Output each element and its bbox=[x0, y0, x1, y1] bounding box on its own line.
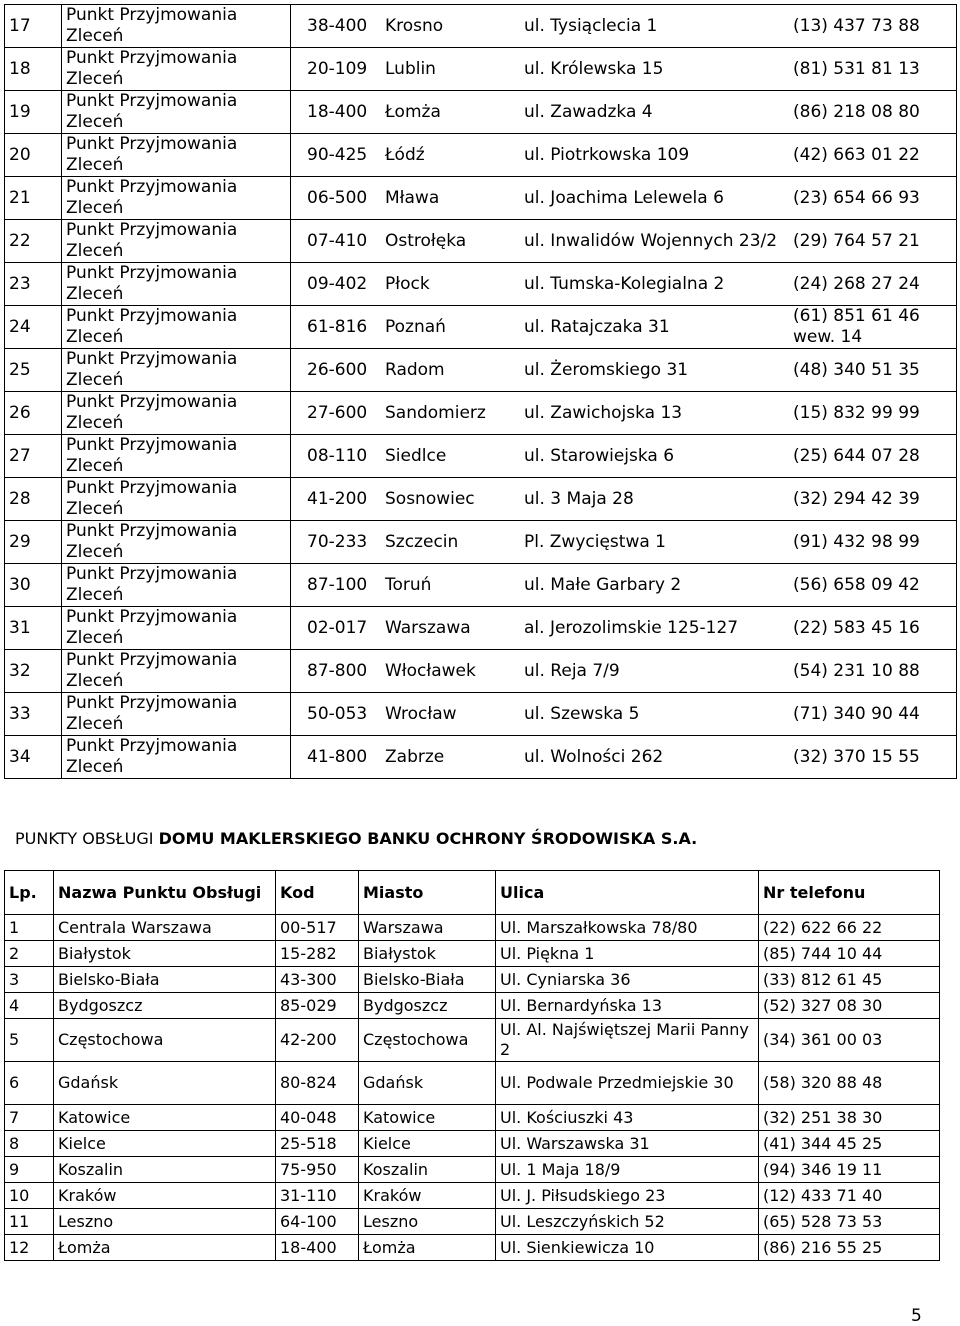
cell-ulica: ul. Zawadzka 4 bbox=[524, 101, 653, 122]
cell-lp: 12 bbox=[5, 1235, 54, 1261]
cell-address bbox=[291, 521, 957, 564]
cell-miasto: Łomża bbox=[359, 1235, 496, 1261]
cell-miasto: Katowice bbox=[359, 1105, 496, 1131]
cell-miasto: Bielsko-Biała bbox=[359, 967, 496, 993]
cell-lp: 6 bbox=[5, 1062, 54, 1105]
cell-ulica: ul. Ratajczaka 31 bbox=[524, 316, 670, 337]
cell-name: Punkt Przyjmowania Zleceń bbox=[62, 521, 291, 564]
cell-miasto: Gdańsk bbox=[359, 1062, 496, 1105]
cell-ulica: ul. Inwalidów Wojennych 23/2 bbox=[524, 230, 778, 251]
cell-miasto: Krosno bbox=[385, 15, 444, 36]
cell-tel: (34) 361 00 03 bbox=[759, 1019, 940, 1062]
cell-kod: 18-400 bbox=[276, 1235, 359, 1261]
cell-address bbox=[291, 736, 957, 779]
cell-kod: 85-029 bbox=[276, 993, 359, 1019]
cell-name: Katowice bbox=[54, 1105, 276, 1131]
cell-address bbox=[291, 5, 957, 48]
cell-lp: 28 bbox=[5, 478, 62, 521]
cell-tel: (41) 344 45 25 bbox=[759, 1131, 940, 1157]
cell-address bbox=[291, 392, 957, 435]
table-header-row bbox=[5, 871, 940, 915]
cell-ulica: ul. Królewska 15 bbox=[524, 58, 664, 79]
section-heading-normal: PUNKTY OBSŁUGI bbox=[15, 829, 159, 848]
cell-tel: (12) 433 71 40 bbox=[759, 1183, 940, 1209]
cell-tel: (25) 644 07 28 bbox=[793, 445, 920, 466]
cell-ulica: Ul. Bernardyńska 13 bbox=[496, 993, 759, 1019]
cell-address bbox=[291, 48, 957, 91]
cell-tel: (15) 832 99 99 bbox=[793, 402, 920, 423]
cell-kod: 07-410 bbox=[307, 230, 368, 251]
table-row bbox=[5, 306, 957, 349]
cell-name: Leszno bbox=[54, 1209, 276, 1235]
cell-miasto: Kielce bbox=[359, 1131, 496, 1157]
cell-kod: 02-017 bbox=[307, 617, 368, 638]
cell-ulica: ul. Zawichojska 13 bbox=[524, 402, 683, 423]
cell-kod: 27-600 bbox=[307, 402, 368, 423]
table-row bbox=[5, 435, 957, 478]
cell-name: Białystok bbox=[54, 941, 276, 967]
cell-lp: 34 bbox=[5, 736, 62, 779]
cell-miasto: Wrocław bbox=[385, 703, 457, 724]
cell-kod: 25-518 bbox=[276, 1131, 359, 1157]
cell-ulica: Pl. Zwycięstwa 1 bbox=[524, 531, 666, 552]
cell-miasto: Bydgoszcz bbox=[359, 993, 496, 1019]
cell-kod: 38-400 bbox=[307, 15, 368, 36]
header-ulica: Ulica bbox=[496, 871, 759, 915]
cell-address bbox=[291, 349, 957, 392]
cell-tel: (81) 531 81 13 bbox=[793, 58, 920, 79]
cell-miasto: Zabrze bbox=[385, 746, 445, 767]
header-lp: Lp. bbox=[5, 871, 54, 915]
table-row bbox=[5, 91, 957, 134]
cell-ulica: ul. Wolności 262 bbox=[524, 746, 664, 767]
cell-name: Punkt Przyjmowania Zleceń bbox=[62, 564, 291, 607]
cell-kod: 06-500 bbox=[307, 187, 368, 208]
cell-lp: 27 bbox=[5, 435, 62, 478]
cell-kod: 70-233 bbox=[307, 531, 368, 552]
cell-ulica: Ul. Leszczyńskich 52 bbox=[496, 1209, 759, 1235]
cell-lp: 26 bbox=[5, 392, 62, 435]
cell-tel: (94) 346 19 11 bbox=[759, 1157, 940, 1183]
cell-tel: (13) 437 73 88 bbox=[793, 15, 920, 36]
cell-ulica: ul. 3 Maja 28 bbox=[524, 488, 634, 509]
cell-kod: 31-110 bbox=[276, 1183, 359, 1209]
cell-lp: 22 bbox=[5, 220, 62, 263]
cell-address bbox=[291, 220, 957, 263]
branch-table-2-body bbox=[5, 915, 940, 1261]
cell-name: Koszalin bbox=[54, 1157, 276, 1183]
table-row bbox=[5, 941, 940, 967]
cell-lp: 19 bbox=[5, 91, 62, 134]
cell-kod: 80-824 bbox=[276, 1062, 359, 1105]
cell-address bbox=[291, 564, 957, 607]
cell-kod: 41-800 bbox=[307, 746, 368, 767]
cell-tel: (91) 432 98 99 bbox=[793, 531, 920, 552]
cell-miasto: Warszawa bbox=[385, 617, 471, 638]
cell-name: Punkt Przyjmowania Zleceń bbox=[62, 220, 291, 263]
cell-ulica: Ul. Warszawska 31 bbox=[496, 1131, 759, 1157]
cell-kod: 87-100 bbox=[307, 574, 368, 595]
table-row bbox=[5, 1131, 940, 1157]
cell-address bbox=[291, 306, 957, 349]
table-row bbox=[5, 693, 957, 736]
cell-ulica: Ul. Kościuszki 43 bbox=[496, 1105, 759, 1131]
cell-address bbox=[291, 134, 957, 177]
cell-ulica: al. Jerozolimskie 125-127 bbox=[524, 617, 739, 638]
cell-miasto: Leszno bbox=[359, 1209, 496, 1235]
cell-miasto: Lublin bbox=[385, 58, 436, 79]
cell-address bbox=[291, 607, 957, 650]
header-name: Nazwa Punktu Obsługi bbox=[54, 871, 276, 915]
cell-tel: (48) 340 51 35 bbox=[793, 359, 920, 380]
cell-miasto: Sosnowiec bbox=[385, 488, 475, 509]
cell-ulica: Ul. 1 Maja 18/9 bbox=[496, 1157, 759, 1183]
cell-kod: 42-200 bbox=[276, 1019, 359, 1062]
cell-miasto: Szczecin bbox=[385, 531, 459, 552]
cell-ulica: ul. Tysiąclecia 1 bbox=[524, 15, 658, 36]
cell-ulica: Ul. Marszałkowska 78/80 bbox=[496, 915, 759, 941]
header-miasto: Miasto bbox=[359, 871, 496, 915]
cell-tel: (32) 294 42 39 bbox=[793, 488, 920, 509]
cell-lp: 31 bbox=[5, 607, 62, 650]
cell-lp: 17 bbox=[5, 5, 62, 48]
cell-name: Łomża bbox=[54, 1235, 276, 1261]
cell-name: Punkt Przyjmowania Zleceń bbox=[62, 5, 291, 48]
cell-name: Gdańsk bbox=[54, 1062, 276, 1105]
table-row bbox=[5, 1235, 940, 1261]
cell-name: Punkt Przyjmowania Zleceń bbox=[62, 306, 291, 349]
section-heading-bold: DOMU MAKLERSKIEGO BANKU OCHRONY ŚRODOWISKA S.A. bbox=[158, 829, 698, 848]
table-row bbox=[5, 1157, 940, 1183]
cell-miasto: Łomża bbox=[385, 101, 441, 122]
cell-kod: 64-100 bbox=[276, 1209, 359, 1235]
cell-ulica: Ul. J. Piłsudskiego 23 bbox=[496, 1183, 759, 1209]
cell-lp: 18 bbox=[5, 48, 62, 91]
cell-tel: (32) 251 38 30 bbox=[759, 1105, 940, 1131]
cell-lp: 25 bbox=[5, 349, 62, 392]
cell-tel: (42) 663 01 22 bbox=[793, 144, 920, 165]
cell-address bbox=[291, 650, 957, 693]
cell-tel: (61) 851 61 46 wew. 14 bbox=[793, 306, 920, 347]
cell-ulica: ul. Reja 7/9 bbox=[524, 660, 620, 681]
cell-kod: 20-109 bbox=[307, 58, 368, 79]
cell-ulica: ul. Piotrkowska 109 bbox=[524, 144, 690, 165]
table-row bbox=[5, 915, 940, 941]
cell-name: Punkt Przyjmowania Zleceń bbox=[62, 134, 291, 177]
cell-tel: (56) 658 09 42 bbox=[793, 574, 920, 595]
cell-lp: 3 bbox=[5, 967, 54, 993]
cell-miasto: Koszalin bbox=[359, 1157, 496, 1183]
cell-miasto: Częstochowa bbox=[359, 1019, 496, 1062]
cell-address bbox=[291, 693, 957, 736]
cell-name: Punkt Przyjmowania Zleceń bbox=[62, 48, 291, 91]
cell-name: Punkt Przyjmowania Zleceń bbox=[62, 478, 291, 521]
cell-name: Punkt Przyjmowania Zleceń bbox=[62, 91, 291, 134]
cell-ulica: Ul. Cyniarska 36 bbox=[496, 967, 759, 993]
cell-ulica: ul. Joachima Lelewela 6 bbox=[524, 187, 724, 208]
table-row bbox=[5, 177, 957, 220]
header-kod: Kod bbox=[276, 871, 359, 915]
table-row bbox=[5, 607, 957, 650]
table-row bbox=[5, 478, 957, 521]
cell-miasto: Toruń bbox=[385, 574, 432, 595]
cell-lp: 5 bbox=[5, 1019, 54, 1062]
cell-address bbox=[291, 478, 957, 521]
table-row bbox=[5, 1019, 940, 1062]
cell-kod: 61-816 bbox=[307, 316, 368, 337]
table-row bbox=[5, 736, 957, 779]
cell-address bbox=[291, 435, 957, 478]
cell-kod: 08-110 bbox=[307, 445, 368, 466]
cell-ulica: ul. Tumska-Kolegialna 2 bbox=[524, 273, 725, 294]
cell-lp: 29 bbox=[5, 521, 62, 564]
cell-ulica: ul. Żeromskiego 31 bbox=[524, 359, 689, 380]
cell-tel: (85) 744 10 44 bbox=[759, 941, 940, 967]
cell-lp: 20 bbox=[5, 134, 62, 177]
header-tel: Nr telefonu bbox=[759, 871, 940, 915]
table-row bbox=[5, 1062, 940, 1105]
cell-ulica: ul. Małe Garbary 2 bbox=[524, 574, 682, 595]
cell-miasto: Radom bbox=[385, 359, 445, 380]
cell-kod: 50-053 bbox=[307, 703, 368, 724]
cell-name: Bydgoszcz bbox=[54, 993, 276, 1019]
cell-name: Punkt Przyjmowania Zleceń bbox=[62, 263, 291, 306]
cell-name: Częstochowa bbox=[54, 1019, 276, 1062]
cell-ulica: Ul. Sienkiewicza 10 bbox=[496, 1235, 759, 1261]
cell-kod: 75-950 bbox=[276, 1157, 359, 1183]
cell-tel: (22) 622 66 22 bbox=[759, 915, 940, 941]
cell-address bbox=[291, 177, 957, 220]
table-row bbox=[5, 1105, 940, 1131]
cell-tel: (24) 268 27 24 bbox=[793, 273, 920, 294]
cell-lp: 30 bbox=[5, 564, 62, 607]
cell-name: Punkt Przyjmowania Zleceń bbox=[62, 435, 291, 478]
table-row bbox=[5, 564, 957, 607]
cell-miasto: Włocławek bbox=[385, 660, 476, 681]
cell-tel: (65) 528 73 53 bbox=[759, 1209, 940, 1235]
table-row bbox=[5, 48, 957, 91]
cell-miasto: Białystok bbox=[359, 941, 496, 967]
cell-miasto: Sandomierz bbox=[385, 402, 486, 423]
table-row bbox=[5, 967, 940, 993]
branch-table-2 bbox=[4, 870, 940, 1261]
cell-lp: 2 bbox=[5, 941, 54, 967]
cell-name: Kraków bbox=[54, 1183, 276, 1209]
cell-lp: 21 bbox=[5, 177, 62, 220]
table-row bbox=[5, 349, 957, 392]
cell-ulica: Ul. Al. Najświętszej Marii Panny 2 bbox=[496, 1019, 759, 1062]
cell-name: Punkt Przyjmowania Zleceń bbox=[62, 736, 291, 779]
cell-kod: 41-200 bbox=[307, 488, 368, 509]
cell-name: Punkt Przyjmowania Zleceń bbox=[62, 607, 291, 650]
cell-kod: 09-402 bbox=[307, 273, 368, 294]
cell-miasto: Ostrołęka bbox=[385, 230, 467, 251]
cell-kod: 15-282 bbox=[276, 941, 359, 967]
cell-lp: 11 bbox=[5, 1209, 54, 1235]
cell-name: Punkt Przyjmowania Zleceń bbox=[62, 392, 291, 435]
cell-tel: (32) 370 15 55 bbox=[793, 746, 920, 767]
cell-miasto: Poznań bbox=[385, 316, 446, 337]
cell-name: Kielce bbox=[54, 1131, 276, 1157]
cell-lp: 23 bbox=[5, 263, 62, 306]
table-row bbox=[5, 392, 957, 435]
cell-miasto: Siedlce bbox=[385, 445, 447, 466]
cell-miasto: Łódź bbox=[385, 144, 425, 165]
section-heading bbox=[15, 829, 697, 848]
cell-tel: (86) 216 55 25 bbox=[759, 1235, 940, 1261]
cell-ulica: Ul. Podwale Przedmiejskie 30 bbox=[496, 1062, 759, 1105]
cell-lp: 10 bbox=[5, 1183, 54, 1209]
cell-tel: (33) 812 61 45 bbox=[759, 967, 940, 993]
cell-address bbox=[291, 263, 957, 306]
cell-tel: (71) 340 90 44 bbox=[793, 703, 920, 724]
cell-tel: (52) 327 08 30 bbox=[759, 993, 940, 1019]
table-row bbox=[5, 263, 957, 306]
cell-name: Bielsko-Biała bbox=[54, 967, 276, 993]
table-row bbox=[5, 220, 957, 263]
branch-table-1-body bbox=[5, 5, 957, 779]
cell-address bbox=[291, 91, 957, 134]
cell-tel: (22) 583 45 16 bbox=[793, 617, 920, 638]
cell-ulica: ul. Starowiejska 6 bbox=[524, 445, 675, 466]
cell-lp: 33 bbox=[5, 693, 62, 736]
cell-name: Punkt Przyjmowania Zleceń bbox=[62, 693, 291, 736]
cell-name: Centrala Warszawa bbox=[54, 915, 276, 941]
cell-lp: 32 bbox=[5, 650, 62, 693]
table-row bbox=[5, 1209, 940, 1235]
cell-ulica: Ul. Piękna 1 bbox=[496, 941, 759, 967]
table-row bbox=[5, 650, 957, 693]
cell-name: Punkt Przyjmowania Zleceń bbox=[62, 650, 291, 693]
cell-tel: (58) 320 88 48 bbox=[759, 1062, 940, 1105]
table-row bbox=[5, 993, 940, 1019]
cell-tel: (29) 764 57 21 bbox=[793, 230, 920, 251]
cell-miasto: Kraków bbox=[359, 1183, 496, 1209]
cell-kod: 26-600 bbox=[307, 359, 368, 380]
cell-miasto: Warszawa bbox=[359, 915, 496, 941]
cell-kod: 90-425 bbox=[307, 144, 368, 165]
cell-tel: (54) 231 10 88 bbox=[793, 660, 920, 681]
cell-kod: 87-800 bbox=[307, 660, 368, 681]
table-row bbox=[5, 134, 957, 177]
cell-kod: 40-048 bbox=[276, 1105, 359, 1131]
cell-tel: (23) 654 66 93 bbox=[793, 187, 920, 208]
cell-kod: 00-517 bbox=[276, 915, 359, 941]
cell-tel: (86) 218 08 80 bbox=[793, 101, 920, 122]
cell-name: Punkt Przyjmowania Zleceń bbox=[62, 349, 291, 392]
cell-miasto: Mława bbox=[385, 187, 440, 208]
page-number: 5 bbox=[911, 1306, 922, 1326]
table-row bbox=[5, 5, 957, 48]
cell-kod: 18-400 bbox=[307, 101, 368, 122]
cell-name: Punkt Przyjmowania Zleceń bbox=[62, 177, 291, 220]
cell-kod: 43-300 bbox=[276, 967, 359, 993]
branch-table-1 bbox=[4, 4, 957, 779]
cell-lp: 4 bbox=[5, 993, 54, 1019]
table-row bbox=[5, 521, 957, 564]
table-row bbox=[5, 1183, 940, 1209]
cell-lp: 8 bbox=[5, 1131, 54, 1157]
cell-lp: 1 bbox=[5, 915, 54, 941]
cell-lp: 24 bbox=[5, 306, 62, 349]
cell-ulica: ul. Szewska 5 bbox=[524, 703, 640, 724]
cell-lp: 7 bbox=[5, 1105, 54, 1131]
cell-lp: 9 bbox=[5, 1157, 54, 1183]
cell-miasto: Płock bbox=[385, 273, 430, 294]
